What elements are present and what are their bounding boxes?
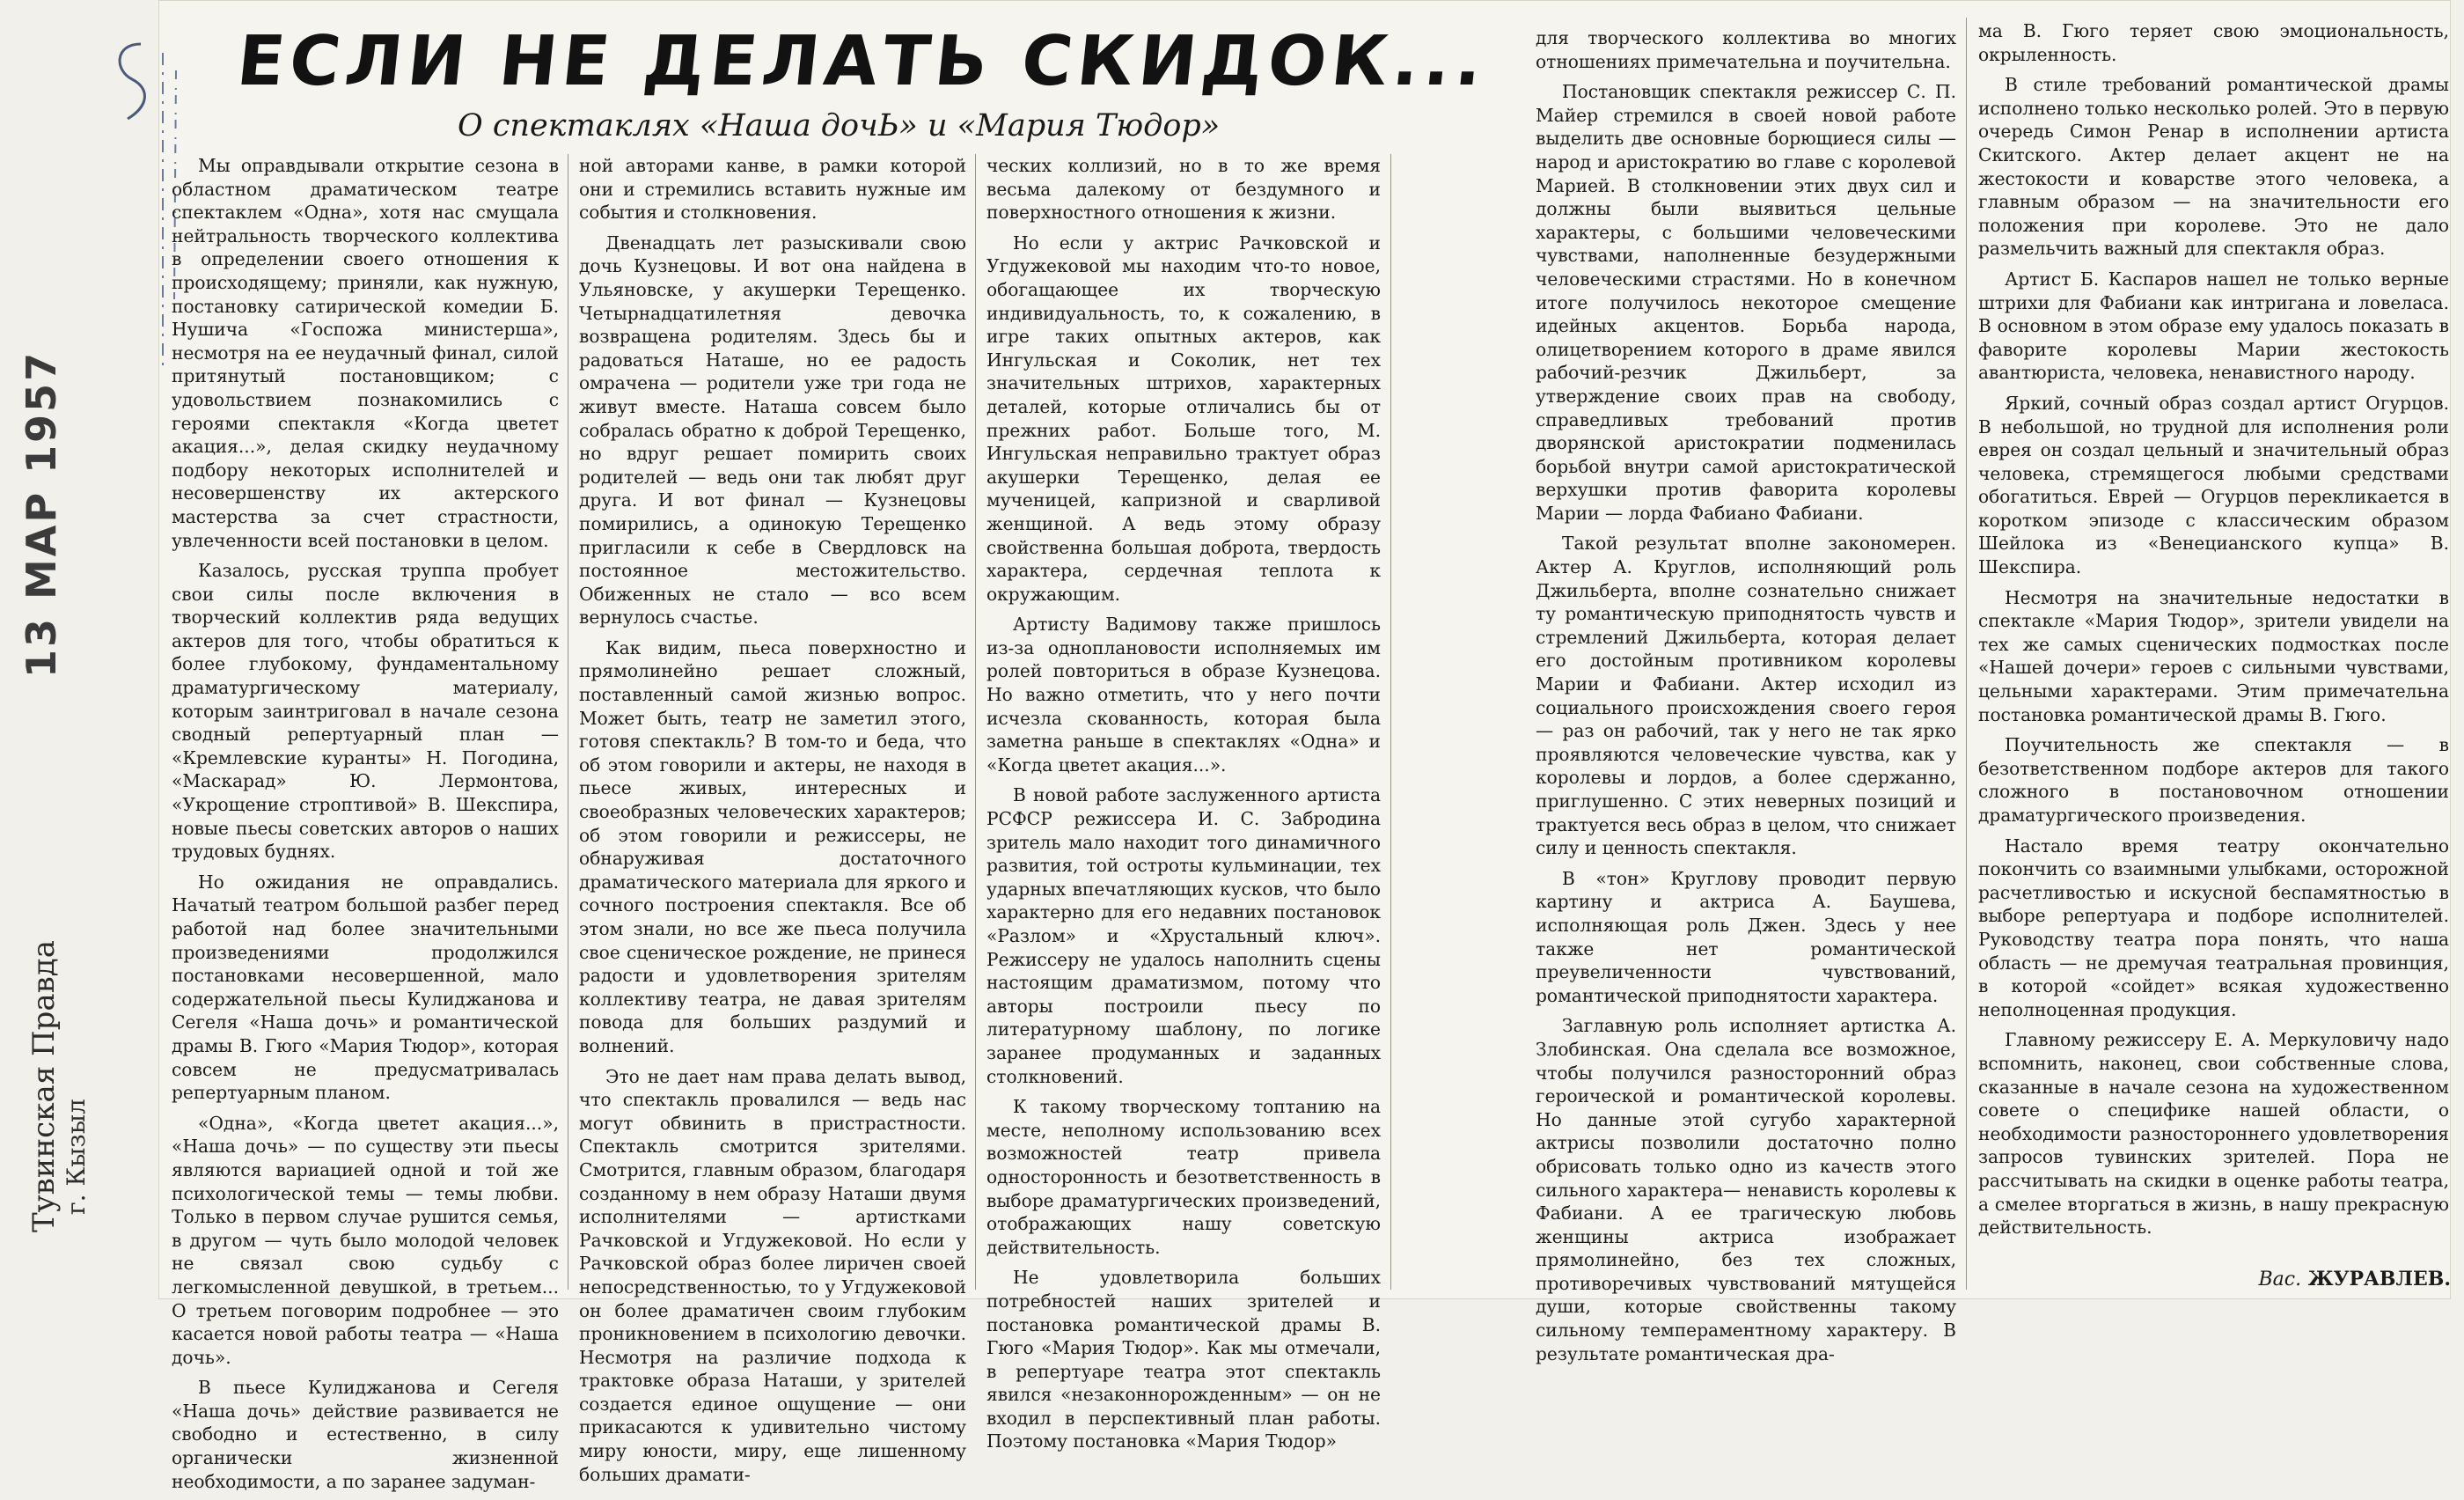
paragraph: ческих коллизий, но в то же время весьма далекому от бездумного и поверхностного отношения к жизни. xyxy=(986,155,1381,224)
author-name: ЖУРАВЛЕВ. xyxy=(2307,1268,2451,1290)
date-stamp xyxy=(18,349,97,678)
column-2 xyxy=(579,0,966,1485)
paragraph: К такому творческому топтанию на месте, неполному использованию всех возможностей театр привела односторонность и безответственность в выборе драматургических произведений, отображающих нашу советскую действительность. xyxy=(986,1096,1381,1258)
paragraph: Двенадцать лет разыскивали свою дочь Кузнецовы. И вот она найдена в Ульяновске, у акушерки Терещенко. Четырнадцатилетняя девочка возвращена родителям. Здесь бы и радоваться Наташе, но ее радость омрачена — родители уже три года не живут вместе. Наташа совсем было собралась обратно к доброй Терещенко, но вдруг решает помирить своих родителей — ведь они так любят друг друга. И вот финал — Кузнецовы помирились, а одинокую Терещенко пригласили к себе в Свердловск на постоянное местожительство. Обиженных не стало — всо всем вернулось счастье. xyxy=(579,232,966,629)
paragraph: Поучительность же спектакля — в безответственном подборе актеров для такого сложного в постановочном отношении драматургического произведения. xyxy=(1978,734,2449,826)
paragraph: Постановщик спектакля режиссер С. П. Майер стремился в своей новой работе выделить две основные борющиеся силы — народ и аристократию во главе с королевой Марией. В столкновении этих двух сил и должны были выявиться цельные характеры, с большими человеческими чувствами, наполненные безудержными человеческими страстями. Но в конечном итоге получилось некоторое смещение идейных акцентов. Борьба народа, олицетворением которого в драме явился рабочий-резчик Джильберт, за утверждение своих прав на свободу, справедливых требований против дворянской аристократии подменилась борьбой внутри самой аристократической верхушки против фаворита королевы Марии — лорда Фабиано Фабиани. xyxy=(1536,81,1956,524)
city-label xyxy=(62,986,97,1215)
paragraph: Яркий, сочный образ создал артист Огурцов. В небольшой, но трудной для исполнения роли еврея он создал цельный и значительный образ человека, стремящегося любыми средствами обогатиться. Еврей — Огурцов перекликается в коротком эпизоде с классическим образом Шейлока из «Венецианского купца» В. Шекспира. xyxy=(1978,392,2449,578)
city-text: г. Кызыл xyxy=(62,1099,91,1215)
paragraph: Настало время театру окончательно покончить со взаимными улыбками, осторожной расчетливостью и искусной беспамятностью в выборе репертуара и подборе исполнителей. Руководству театра пора понять, что наша область — не дремучая театральная провинция, в которой «сойдет» всякая художественно неполноценная продукция. xyxy=(1978,835,2449,1020)
column-5 xyxy=(1978,0,2449,1299)
paragraph: Артист Б. Каспаров нашел не только верные штрихи для Фабиани как интригана и ловеласа. В основном в этом образе ему удалось показать в фаворите королевы Марии жестокость авантюриста, человека, ненавистного народу. xyxy=(1978,268,2449,384)
column-divider xyxy=(975,154,976,1290)
column-divider xyxy=(1390,154,1391,1290)
date-stamp-text: 13 МАР 1957 xyxy=(18,349,65,678)
paragraph: В новой работе заслуженного артиста РСФСР режиссера И. С. Забродина зритель мало находит того динамичного развития, той остроты кульминации, тех ударных впечатляющих кусков, что было характерно для его недавних постановок «Разлом» и «Хрустальный ключ». Режиссеру не удалось наполнить сцены настоящим драматизмом, потому что авторы построили пьесу по литературному шаблону, по логике заранее продуманных и заданных столкновений. xyxy=(986,784,1381,1087)
paragraph: В «тон» Круглову проводит первую картину и актриса А. Баушева, исполняющая роль Джен. Здесь у нее также нет романтической преувеличенности чувствований, романтической приподнятости характера. xyxy=(1536,867,1956,1006)
paragraph: «Одна», «Когда цветет акация...», «Наша дочь» — по существу эти пьесы являются вариацией одной и той же психологической темы — темы любви. Только в первом случае рушится семья, в другом — чуть было молодой человек не связал свою судьбу с легкомысленной девушкой, в третьем... О третьем поговорим подробнее — это касается новой работы театра — «Наша дочь». xyxy=(172,1112,559,1368)
paragraph: Но если у актрис Рачковской и Угдужековой мы находим что-то новое, обогащающее их творческую индивидуальность, то, к сожалению, в игре таких опытных актеров, как Ингульская и Соколик, нет тех значительных штрихов, характерных деталей, которые отличались бы от прежних работ. Больше того, М. Ингульская неправильно трактует образ акушерки Терещенко, делая ее мученицей, капризной и сварливой женщиной. А ведь этому образу свойственна большая доброта, твердость характера, сердечная теплота к окружающим. xyxy=(986,232,1381,605)
paragraph: Казалось, русская труппа пробует свои силы после включения в творческий коллектив ряда ведущих актеров для того, чтобы обратиться к более глубокому, фундаментальному драматургическому материалу, которым заинтриговал в начале сезона сводный репертуарный план — «Кремлевские куранты» Н. Погодина, «Маскарад» Ю. Лермонтова, «Укрощение строптивой» В. Шекспира, новые пьесы советских авторов о наших трудовых буднях. xyxy=(172,560,559,863)
masthead-text: Тувинская Правда xyxy=(26,940,62,1232)
paragraph: Несмотря на значительные недостатки в спектакле «Мария Тюдор», зрители увидели на тех же самых сценических подмостках после «Нашей дочери» героев с сильными чувствами, цельными характерами. Этим примечательна постановка романтической драмы В. Гюго. xyxy=(1978,586,2449,725)
author-initial: Вас. xyxy=(2258,1268,2302,1290)
column-divider xyxy=(1966,18,1967,1290)
paragraph: ма В. Гюго теряет свою эмоциональность, окрыленность. xyxy=(1978,20,2449,65)
column-1 xyxy=(172,0,559,1492)
newspaper-masthead xyxy=(26,757,62,1232)
paragraph: ной авторами канве, в рамки которой они и стремились вставить нужные им события и столкновения. xyxy=(579,155,966,224)
handwritten-note xyxy=(79,18,185,387)
subheadline: О спектаклях «Наша дочЬ» и «Мария Тюдор» xyxy=(458,108,1221,143)
paragraph: Такой результат вполне закономерен. Актер А. Круглов, исполняющий роль Джильберта, вполне сознательно снижает ту романтическую приподнятость чувств и стремлений Джильберта, которая делает его достойным противником королевы Марии и Фабиани. Актер исходил из социального происхождения своего героя — раз он рабочий, так у него не так ярко проявляются человеческие чувства, как у королевы и лордов, а более сдержанно, приглушенно. С этих неверных позиций и трактуется весь образ в целом, что снижает силу и ценность спектакля. xyxy=(1536,533,1956,859)
paragraph: для творческого коллектива во многих отношениях примечательна и поучительна. xyxy=(1536,27,1956,72)
paragraph: Как видим, пьеса поверхностно и прямолинейно решает сложный, поставленный самой жизнью вопрос. Может быть, театр не заметил этого, готовя спектакль? В том-то и беда, что об этом говорили и актеры, не находя в пьесе живых, интересных и своеобразных человеческих характеров; об этом говорили и режиссеры, не обнаруживая достаточного драматического материала для яркого и сочного построения спектакля. Все об этом знали, но все же пьеса получила свое сценическое рождение, не принеся радости и удовлетворения зрителям коллективу театра, не давая зрителям повода для больших раздумий и волнений. xyxy=(579,636,966,1056)
paragraph: Но ожидания не оправдались. Начатый театром большой разбег перед работой над более значительными произведениями продолжился постановками несовершенной, мало содержательной пьесы Кулиджанова и Сегеля «Наша дочь» и романтической драмы В. Гюго «Мария Тюдор», которая совсем не предусматривалась репертуарным планом. xyxy=(172,871,559,1104)
handwriting-scribble-icon xyxy=(79,18,185,387)
paragraph: Артисту Вадимову также пришлось из-за одноплановости исполняемых им ролей повториться в образе Кузнецова. Но важно отметить, что у него почти исчезла скованность, которая была заметна раньше в спектаклях «Одна» и «Когда цветет акация...». xyxy=(986,614,1381,776)
paragraph: Мы оправдывали открытие сезона в областном драматическом театре спектаклем «Одна», хотя нас смущала нейтральность творческого коллектива в определении своего отношения к происходящему; приняли, как нужную, постановку сатирической комедии Б. Нушича «Госпожа министерша», несмотря на ее неудачный финал, силой притянутый постановщиком; с удовольствием познакомились с героями спектакля «Когда цветет акация...», делая скидку неудачному подбору некоторых исполнителей и несовершенству их актерского мастерства за счет страстности, увлеченности всей постановки в целом. xyxy=(172,155,559,551)
author-signature xyxy=(2231,1268,2451,1294)
paragraph: Это не дает нам права делать вывод, что спектакль провалился — ведь нас могут обвинить в пристрастности. Спектакль смотрится зрителями. Смотрится, главным образом, благодаря созданному в нем образу Наташи двумя исполнителями — артистками Рачковской и Угдужековой. Но если у Рачковской образ более лиричен своей непосредственностью, то у Угдужековой он более драматичен своим глубоким проникновением в психологию девочки. Несмотря на различие подхода к трактовке образа Наташи, у зрителей создается единое ощущение — они прикасаются к удивительно чистому миру юности, миру, еще лишенному больших драмати- xyxy=(579,1065,966,1485)
paragraph: Заглавную роль исполняет артистка А. Злобинская. Она сделала все возможное, чтобы получился разносторонний образ героической и романтической королевы. Но данные этой сугубо характерной актрисы позволили достаточно полно обрисовать только одно из качеств этого сильного характера— ненависть королевы к Фабиани. А ее трагическую любовь женщины актриса изображает прямолинейно, без тех сложных, противоречивых чувствований мятущейся души, которые свойственны такому сильному темпераментному характеру. В результате романтическая дра- xyxy=(1536,1015,1956,1364)
paragraph: Главному режиссеру Е. А. Меркуловичу надо вспомнить, наконец, свои собственные слова, сказанные в начале сезона на художественном совете о специфике нашей области, о необходимости разностороннего удовлетворения запросов тувинских зрителей. Пора не рассчитывать на скидки в оценке работы театра, а смелее вторгаться в жизнь, в нашу прекрасную действительность. xyxy=(1978,1029,2449,1239)
column-4 xyxy=(1536,0,1956,1364)
paragraph: В стиле требований романтической драмы исполнено только несколько ролей. Это в первую очередь Симон Ренар в исполнении артиста Скитского. Актер делает акцент не на жестокости и коварстве этого человека, а главным образом — на значительности его положения при королеве. Это не дало размельчить важный для спектакля образ. xyxy=(1978,74,2449,260)
paragraph: В пьесе Кулиджанова и Сегеля «Наша дочь» действие развивается не свободно и естественно, в силу органически жизненной необходимости, а по заранее задуман- xyxy=(172,1377,559,1492)
paragraph: Не удовлетворила больших потребностей наших зрителей и постановка романтической драмы В. Гюго «Мария Тюдор». Как мы отмечали, в репертуаре театра этот спектакль явился «незаконнорожденным» — он не входил в перспективный план работы. Поэтому постановка «Мария Тюдор» xyxy=(986,1267,1381,1452)
column-3 xyxy=(986,0,1381,1452)
headline: ЕСЛИ НЕ ДЕЛАТЬ СКИДОК... xyxy=(233,22,1492,101)
